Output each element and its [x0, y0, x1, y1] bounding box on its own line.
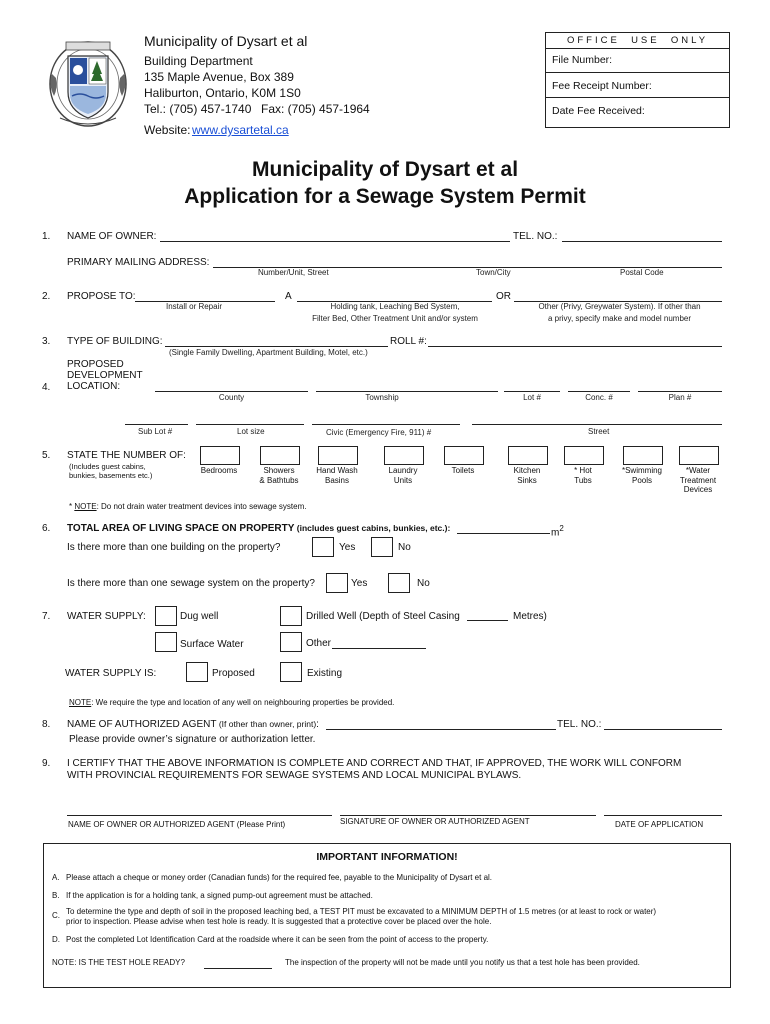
agent-colon: : [316, 719, 319, 730]
lot-sublabel: Lot # [523, 393, 541, 402]
municipal-crest [46, 34, 130, 130]
building-yes-checkbox[interactable] [312, 537, 334, 557]
item-b-letter: B. [52, 891, 60, 900]
other-water-input[interactable] [332, 648, 426, 649]
town-sublabel: Town/City [476, 268, 511, 277]
surface-water-label: Surface Water [180, 639, 244, 650]
agent-line-2: Please provide owner’s signature or authorization letter. [69, 734, 316, 745]
test-hole-note-2: The inspection of the property will not be made until you notify us that a test hole has been provided. [285, 958, 640, 967]
signature-input[interactable] [340, 815, 596, 816]
test-hole-input[interactable] [204, 968, 272, 969]
item-d-letter: D. [52, 935, 60, 944]
count-label-4-0: Toilets [451, 466, 475, 475]
q7-note-text: : We require the type and location of any well on neighbouring properties be provided. [91, 698, 395, 707]
count-label-5-0: Kitchen [513, 466, 541, 475]
agent-main: NAME OF AUTHORIZED AGENT [67, 719, 217, 730]
page-title-line-2: Application for a Sewage System Permit [184, 185, 586, 208]
building-type-sublabel: (Single Family Dwelling, Apartment Building, Motel, etc.) [169, 348, 368, 357]
proposed-checkbox[interactable] [186, 662, 208, 682]
dug-well-label: Dug well [180, 611, 219, 622]
print-name-input[interactable] [67, 815, 332, 816]
building-type-input[interactable] [165, 346, 388, 347]
test-hole-note: NOTE: IS THE TEST HOLE READY? [52, 958, 185, 967]
state-number-sub-1: (Includes guest cabins, [69, 462, 146, 471]
living-space-main: TOTAL AREA OF LIVING SPACE ON PROPERTY [67, 523, 295, 534]
q7-note-label: NOTE [69, 698, 92, 707]
other-water-checkbox[interactable] [280, 632, 302, 652]
item-a-text: Please attach a cheque or money order (Canadian funds) for the required fee, payable to the Municipality of Dysart et al. [66, 873, 493, 882]
dept-name: Building Department [144, 54, 253, 68]
count-label-8-1: Treatment [679, 475, 717, 485]
office-use-box [545, 32, 730, 128]
q8-number: 8. [42, 719, 51, 730]
count-label-2-0: Hand Wash [316, 466, 358, 475]
other-water-label: Other [306, 638, 332, 649]
metres-label: Metres) [513, 611, 547, 622]
fee-receipt-field[interactable]: Fee Receipt Number: [552, 80, 652, 92]
building-yes-label: Yes [339, 542, 356, 553]
owner-name-input[interactable] [160, 241, 510, 242]
propose-label: PROPOSE TO: [67, 291, 136, 302]
location-label: LOCATION: [67, 381, 121, 392]
fax: Fax: (705) 457-1964 [261, 102, 370, 116]
living-space-label [67, 523, 450, 534]
sewage-no-checkbox[interactable] [388, 573, 410, 593]
q1-number: 1. [42, 231, 51, 242]
certify-line-1: I CERTIFY THAT THE ABOVE INFORMATION IS COMPLETE AND CORRECT AND THAT, IF APPROVED, THE WORK WILL CONFORM [67, 758, 682, 769]
q4-number: 4. [42, 382, 51, 393]
street-input[interactable] [472, 424, 722, 425]
q3-number: 3. [42, 336, 51, 347]
water-supply-label: WATER SUPPLY: [67, 611, 146, 622]
office-use-title: OFFICE USE ONLY [546, 33, 729, 49]
building-type-label: TYPE OF BUILDING: [67, 336, 163, 347]
count-box-7[interactable] [623, 446, 663, 465]
owner-tel-input[interactable] [562, 241, 722, 242]
q5-note-label: NOTE [74, 502, 97, 511]
signature-label: SIGNATURE OF OWNER OR AUTHORIZED AGENT [340, 817, 530, 826]
living-space-sub: (includes guest cabins, bunkies, etc.): [294, 523, 451, 533]
org-name: Municipality of Dysart et al [144, 33, 308, 49]
count-box-6[interactable] [564, 446, 604, 465]
q7-note [69, 698, 394, 707]
agent-name-input[interactable] [326, 729, 556, 730]
existing-label: Existing [307, 668, 343, 679]
sublot-sublabel: Sub Lot # [138, 427, 173, 436]
q7-number: 7. [42, 611, 51, 622]
water-supply-is-label: WATER SUPPLY IS: [65, 668, 157, 679]
living-space-input[interactable] [457, 533, 550, 534]
propose-a: A [285, 291, 292, 302]
proposed-label: Proposed [212, 668, 255, 679]
roll-label: ROLL #: [390, 336, 427, 347]
sewage-no-label: No [417, 578, 430, 589]
township-sublabel: Township [365, 393, 399, 402]
unit-sup: 2 [559, 524, 564, 533]
sewage-yes-label: Yes [351, 578, 368, 589]
count-label-6-0: * Hot [574, 466, 592, 475]
item-c-text-1: To determine the type and depth of soil in the proposed leaching bed, a TEST PIT must be excavated to a MINIMUM DEPTH of 1.5 metres (or at least to rock or water) [66, 907, 657, 916]
building-no-checkbox[interactable] [371, 537, 393, 557]
count-label-7-1: Pools [631, 475, 652, 485]
plan-sublabel: Plan # [668, 393, 692, 402]
date-label: DATE OF APPLICATION [615, 820, 704, 829]
agent-tel-label: TEL. NO.: [557, 719, 602, 730]
other-sublabel-2: a privy, specify make and model number [547, 314, 692, 323]
count-label-3-1: Units [393, 475, 413, 485]
state-number-label: STATE THE NUMBER OF: [67, 450, 186, 461]
count-label-7-0: *Swimming [621, 466, 662, 475]
count-label-8-2: Devices [683, 485, 713, 494]
count-box-5[interactable] [508, 446, 548, 465]
item-c-text-2: prior to inspection. Please advise when test hole is ready. It is suggested that a protective cover be placed over the hole. [66, 917, 492, 926]
unit-m: m [551, 527, 560, 539]
count-label-0-0: Bedrooms [200, 466, 238, 475]
conc-input[interactable] [568, 391, 630, 392]
count-box-3[interactable] [384, 446, 424, 465]
install-sublabel: Install or Repair [166, 302, 223, 311]
tel-label: TEL. NO.: [513, 231, 558, 242]
street-sublabel-2: Street [588, 427, 610, 436]
system-sublabel-2: Filter Bed, Other Treatment Unit and/or system [312, 314, 478, 323]
count-label-2-1: Basins [324, 475, 349, 485]
website-link[interactable]: www.dysartetal.ca [192, 123, 289, 137]
q5-note-prefix: * [69, 502, 75, 511]
q5-number: 5. [42, 450, 51, 461]
state-number-sub-2: bunkies, basements etc.) [69, 471, 153, 480]
owner-label: NAME OF OWNER: [67, 231, 157, 242]
important-info-box [43, 843, 731, 988]
item-d-text: Post the completed Lot Identification Card at the roadside where it can be seen from the point of access to the property. [66, 935, 489, 944]
date-fee-field[interactable]: Date Fee Received: [552, 105, 645, 117]
phone: Tel.: (705) 457-1740 [144, 102, 252, 116]
important-title: IMPORTANT INFORMATION! [316, 851, 458, 863]
other-sublabel-1: Other (Privy, Greywater System). If other than [538, 302, 701, 311]
q5-note-text: : Do not drain water treatment devices into sewage system. [96, 502, 307, 511]
dug-well-checkbox[interactable] [155, 606, 177, 626]
township-input[interactable] [316, 391, 498, 392]
development-label: DEVELOPMENT [67, 370, 143, 381]
agent-tel-input[interactable] [604, 729, 722, 730]
count-box-1[interactable] [260, 446, 300, 465]
address-line-1: 135 Maple Avenue, Box 389 [144, 70, 294, 84]
county-input[interactable] [155, 391, 308, 392]
lotsize-sublabel: Lot size [237, 427, 265, 436]
date-input[interactable] [604, 815, 722, 816]
count-label-1-0: Showers [263, 466, 295, 475]
agent-sub: (If other than owner, print) [216, 719, 317, 729]
conc-sublabel: Conc. # [585, 393, 613, 402]
casing-depth-input[interactable] [467, 620, 508, 621]
sublot-input[interactable] [125, 424, 188, 425]
item-c-letter: C. [52, 911, 60, 920]
file-number-field[interactable]: File Number: [552, 54, 613, 66]
roll-input[interactable] [428, 346, 722, 347]
postal-sublabel: Postal Code [620, 268, 664, 277]
existing-checkbox[interactable] [280, 662, 302, 682]
item-b-text: If the application is for a holding tank, a signed pump-out agreement must be attached. [66, 891, 373, 900]
propose-or: OR [496, 291, 511, 302]
item-a-letter: A. [52, 873, 60, 882]
lot-input[interactable] [504, 391, 560, 392]
living-space-unit [551, 524, 564, 538]
website-label: Website: [144, 123, 191, 137]
surface-water-checkbox[interactable] [155, 632, 177, 652]
lotsize-input[interactable] [196, 424, 304, 425]
sewage-yes-checkbox[interactable] [326, 573, 348, 593]
count-label-1-1: & Bathtubs [259, 475, 299, 485]
count-box-0[interactable] [200, 446, 240, 465]
count-box-2[interactable] [318, 446, 358, 465]
count-label-6-1: Tubs [574, 475, 592, 485]
county-sublabel: County [218, 393, 245, 402]
q5-note [69, 502, 306, 511]
drilled-well-label: Drilled Well (Depth of Steel Casing [306, 611, 460, 622]
plan-input[interactable] [638, 391, 722, 392]
count-label-8-0: *Water [685, 466, 711, 475]
q2-number: 2. [42, 291, 51, 302]
q9-number: 9. [42, 758, 51, 769]
count-box-4[interactable] [444, 446, 484, 465]
system-sublabel-1: Holding tank, Leaching Bed System, [330, 302, 460, 311]
count-label-5-1: Sinks [517, 475, 537, 485]
drilled-well-checkbox[interactable] [280, 606, 302, 626]
agent-label [67, 719, 319, 730]
sewage-question: Is there more than one sewage system on the property? [67, 578, 315, 589]
page-title-line-1: Municipality of Dysart et al [251, 158, 519, 181]
count-label-3-0: Laundry [388, 466, 418, 475]
print-name-label: NAME OF OWNER OR AUTHORIZED AGENT (Please Print) [68, 820, 286, 829]
mailing-label: PRIMARY MAILING ADDRESS: [67, 257, 210, 268]
street-sublabel: Number/Unit, Street [258, 268, 329, 277]
count-box-8[interactable] [679, 446, 719, 465]
building-no-label: No [398, 542, 411, 553]
proposed-label: PROPOSED [67, 359, 124, 370]
address-line-2: Haliburton, Ontario, K0M 1S0 [144, 86, 301, 100]
civic-sublabel: Civic (Emergency Fire, 911) # [326, 428, 432, 437]
civic-input[interactable] [312, 424, 460, 425]
q6-number: 6. [42, 523, 51, 534]
building-question: Is there more than one building on the property? [67, 542, 281, 553]
certify-line-2: WITH PROVINCIAL REQUIREMENTS FOR SEWAGE SYSTEMS AND LOCAL MUNICIPAL BYLAWS. [67, 770, 522, 781]
